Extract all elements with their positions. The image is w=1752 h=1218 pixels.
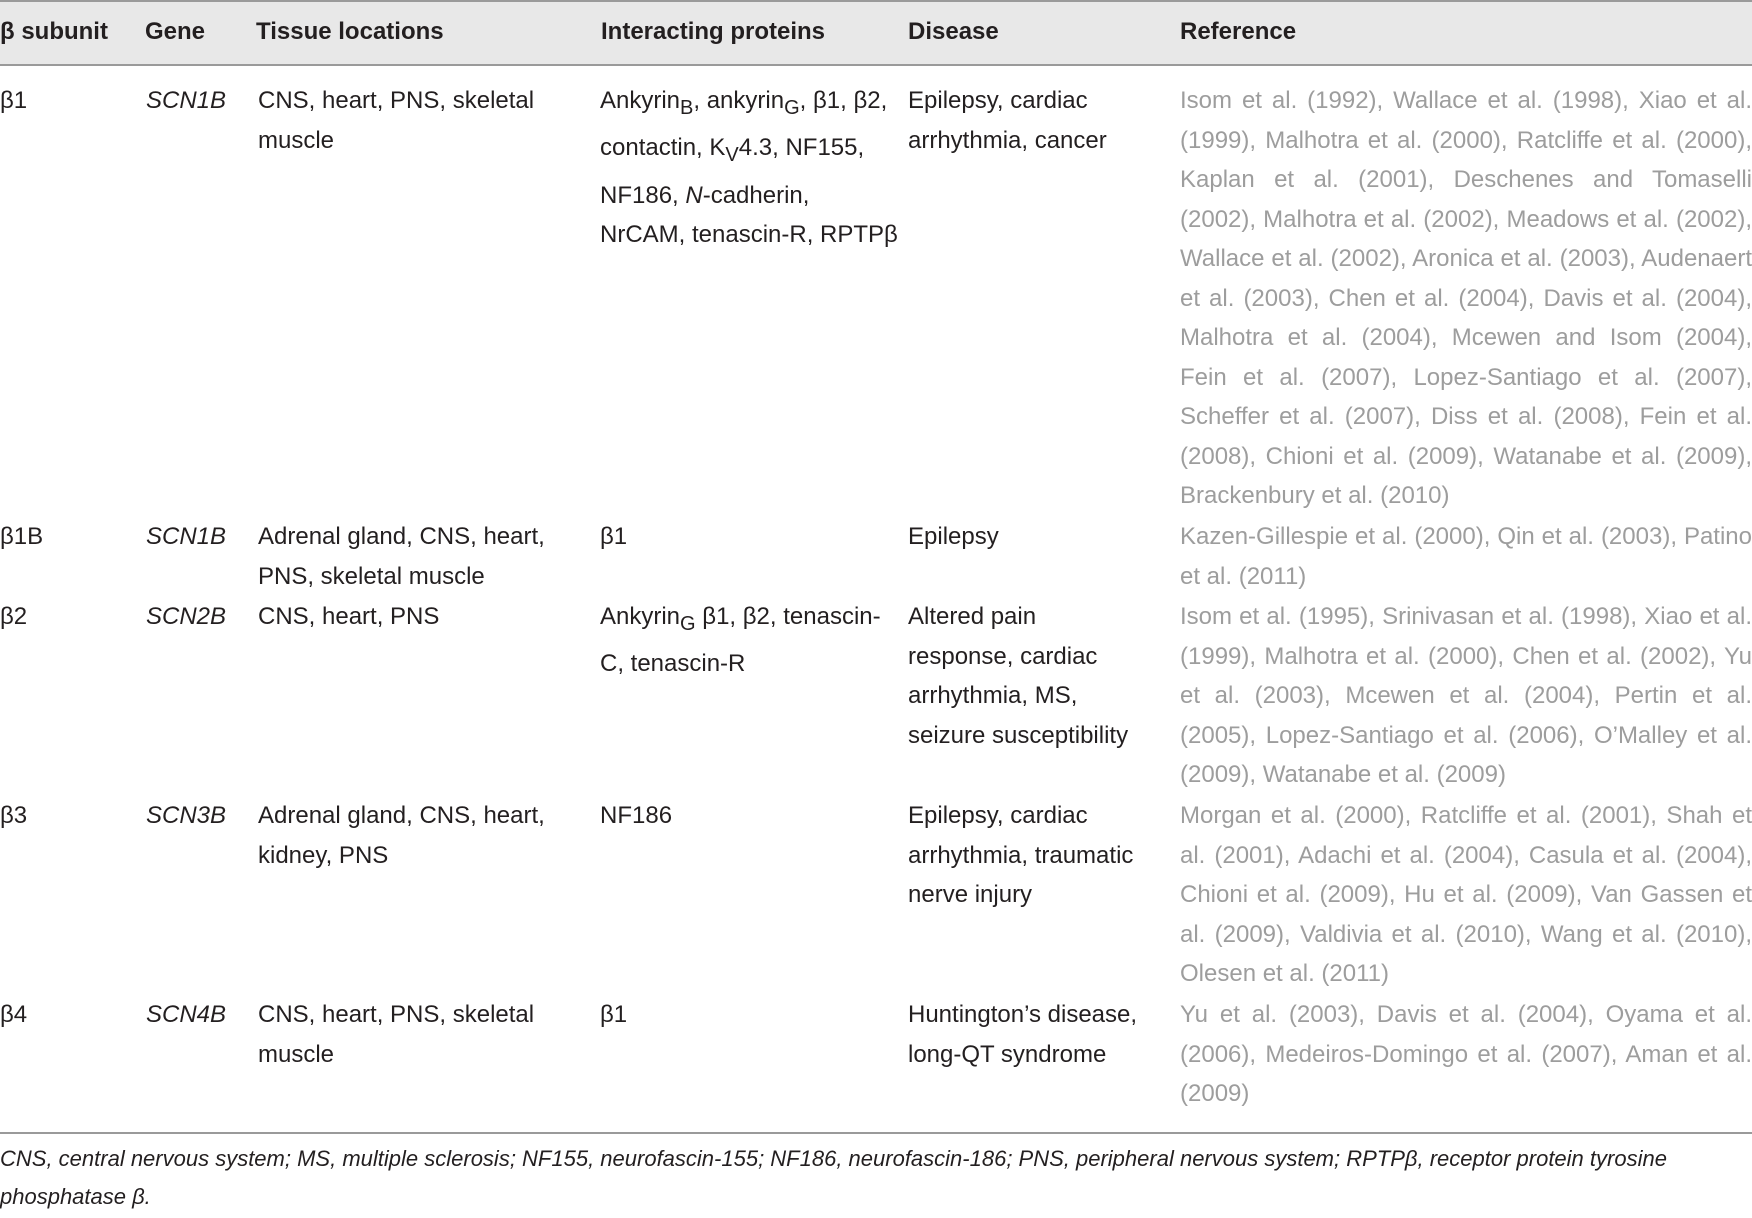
row4-disease: Epilepsy, cardiac arrhythmia, traumatic nerve injury [908,802,1134,908]
row5-disease: Huntington’s disease, long-QT syndrome [908,1001,1138,1068]
row5-subunit: β4 [0,1001,28,1028]
row3-gene: SCN2B [146,603,227,630]
row1-tissue: CNS, heart, PNS, skeletal muscle [258,87,535,154]
header-gene: Gene [145,18,206,45]
table-footnote: CNS, central nervous system; MS, multiple sclerosis; NF155, neurofascin-155; NF186, neurofascin-186; PNS, peripheral nervous system; RPTPβ, receptor protein tyrosine phosphatase β. [0,1146,1667,1209]
header-proteins: Interacting proteins [601,18,826,45]
row2-gene: SCN1B [146,523,227,550]
row5-proteins: β1 [600,1001,628,1028]
row3-proteins: Ankyrin$_G$ β1, β2, tenascin-C, tenascin-R [600,603,881,678]
row2-tissue: Adrenal gland, CNS, heart, PNS, skeletal muscle [258,523,545,590]
row4-subunit: β3 [0,802,28,829]
row3-subunit: β2 [0,603,28,630]
row4-reference: Morgan et al. (2000), Ratcliffe et al. (2001), Shah et al. (2001), Adachi et al. (2004), Casula et al. (2004), Chioni et al. (2009), Hu et al. (2009), Van Gassen et al. (2009), Valdivia et al. (2010), Wang et al. (2010), Olesen et al. (2011) [1180,802,1752,987]
header-reference: Reference [1180,18,1297,45]
row5-gene: SCN4B [146,1001,227,1028]
row5-reference: Yu et al. (2003), Davis et al. (2004), Oyama et al. (2006), Medeiros-Domingo et al. (2007), Aman et al. (2009) [1180,1001,1752,1107]
row3-reference: Isom et al. (1995), Srinivasan et al. (1998), Xiao et al. (1999), Malhotra et al. (2000), Chen et al. (2002), Yu et al. (2003), Mcewen et al. (2004), Pertin et al. (2005), Lopez-Santiago et al. (2006), O’Malley et al. (2009), Watanabe et al. (2009) [1180,603,1752,788]
top-rule [0,0,1752,2]
row4-proteins: NF186 [600,802,673,829]
header-subunit: β subunit [0,18,108,45]
row2-subunit: β1B [0,523,44,550]
row1-disease: Epilepsy, cardiac arrhythmia, cancer [908,87,1107,154]
row2-disease: Epilepsy [908,523,999,550]
row4-tissue: Adrenal gland, CNS, heart, kidney, PNS [258,802,545,869]
row5-tissue: CNS, heart, PNS, skeletal muscle [258,1001,535,1068]
row4-gene: SCN3B [146,802,227,829]
row1-reference: Isom et al. (1992), Wallace et al. (1998), Xiao et al. (1999), Malhotra et al. (2000), Ratcliffe et al. (2000), Kaplan et al. (2001), Deschenes and Tomaselli (2002), Malhotra et al. (2002), Meadows et al. (2002), Wallace et al. (2002), Aronica et al. (2003), Audenaert et al. (2003), Chen et al. (2004), Davis et al. (2004), Malhotra et al. (2004), Mcewen and Isom (2004), Fein et al. (2007), Lopez-Santiago et al. (2007), Scheffer et al. (2007), Diss et al. (2008), Fein et al. (2008), Chioni et al. (2009), Watanabe et al. (2009), Brackenbury et al. (2010) [1180,87,1752,509]
row2-reference: Kazen-Gillespie et al. (2000), Qin et al. (2003), Patino et al. (2011) [1180,523,1752,590]
row3-disease: Altered pain response, cardiac arrhythmia, MS, seizure susceptibility [908,603,1129,749]
bottom-rule [0,1132,1752,1134]
row3-tissue: CNS, heart, PNS [258,603,440,630]
row2-proteins: β1 [600,523,628,550]
row1-subunit: β1 [0,87,28,114]
row1-proteins: Ankyrin$_B$, ankyrin$_G$, β1, β2, contactin, $K_V4.3$, NF155, NF186, N-cadherin, NrCAM, tenascin-R, RPTPβ [600,87,898,249]
header-tissue: Tissue locations [256,18,444,45]
row1-gene: SCN1B [146,87,227,114]
header-disease: Disease [908,18,999,45]
header-rule [0,64,1752,66]
